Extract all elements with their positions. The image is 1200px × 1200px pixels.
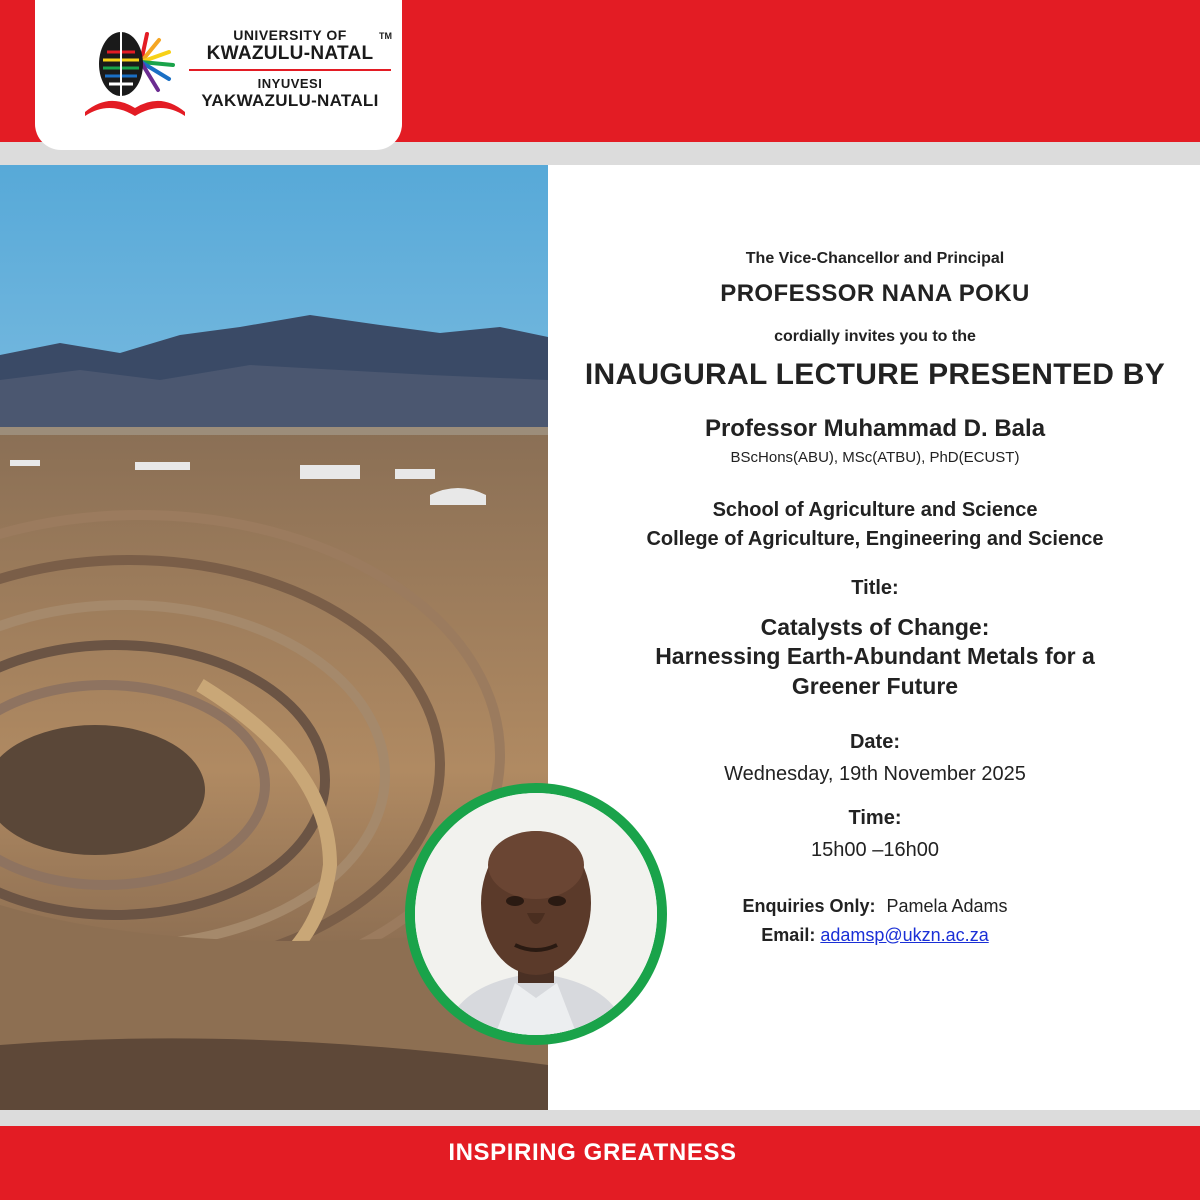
time-value: 15h00 –16h00 (811, 839, 939, 862)
title-label: Title: (851, 576, 899, 599)
logo-card (35, 0, 402, 150)
host-role: The Vice-Chancellor and Principal (745, 250, 1005, 267)
email-link[interactable]: adamsp@ukzn.ac.za (820, 924, 989, 945)
trademark-symbol: TM (379, 31, 392, 41)
enquiries-label: Enquiries Only: (742, 896, 876, 917)
lecture-title-line-1: Catalysts of Change: (760, 613, 990, 640)
lecture-title-line-3: Greener Future (791, 672, 959, 699)
date-value: Wednesday, 19th November 2025 (724, 763, 1026, 786)
wordmark-line-1: UNIVERSITY OF (233, 27, 347, 43)
event-heading: INAUGURAL LECTURE PRESENTED BY (584, 358, 1166, 392)
wordmark-line-3: INYUVESI (257, 76, 323, 91)
college-name: College of Agriculture, Engineering and Science (646, 527, 1104, 550)
invite-line: cordially invites you to the (774, 327, 976, 345)
email-label: Email: (761, 924, 816, 945)
wordmark-divider (189, 69, 391, 71)
time-label: Time: (848, 807, 902, 830)
presenter-photo (415, 793, 657, 1035)
university-wordmark (185, 27, 395, 111)
presenter-name: Professor Muhammad D. Bala (704, 414, 1046, 442)
presenter-degrees: BScHons(ABU), MSc(ATBU), PhD(ECUST) (730, 449, 1020, 467)
university-logo-emblem (81, 20, 193, 125)
host-name: PROFESSOR NANA POKU (720, 280, 1030, 308)
invitation-details (560, 240, 1190, 945)
school-name: School of Agriculture and Science (712, 498, 1038, 521)
wordmark-line-4: YAKWAZULU-NATALI (201, 91, 379, 110)
lecture-title-line-2: Harnessing Earth-Abundant Metals for a (655, 643, 1095, 670)
presenter-portrait (405, 783, 667, 1045)
date-label: Date: (849, 731, 900, 754)
footer-tagline: INSPIRING GREATNESS (448, 1139, 737, 1166)
wordmark-line-2: KWAZULU-NATAL (206, 43, 374, 64)
footer-gray-band (0, 1110, 1200, 1126)
enquiries-name: Pamela Adams (886, 896, 1008, 917)
